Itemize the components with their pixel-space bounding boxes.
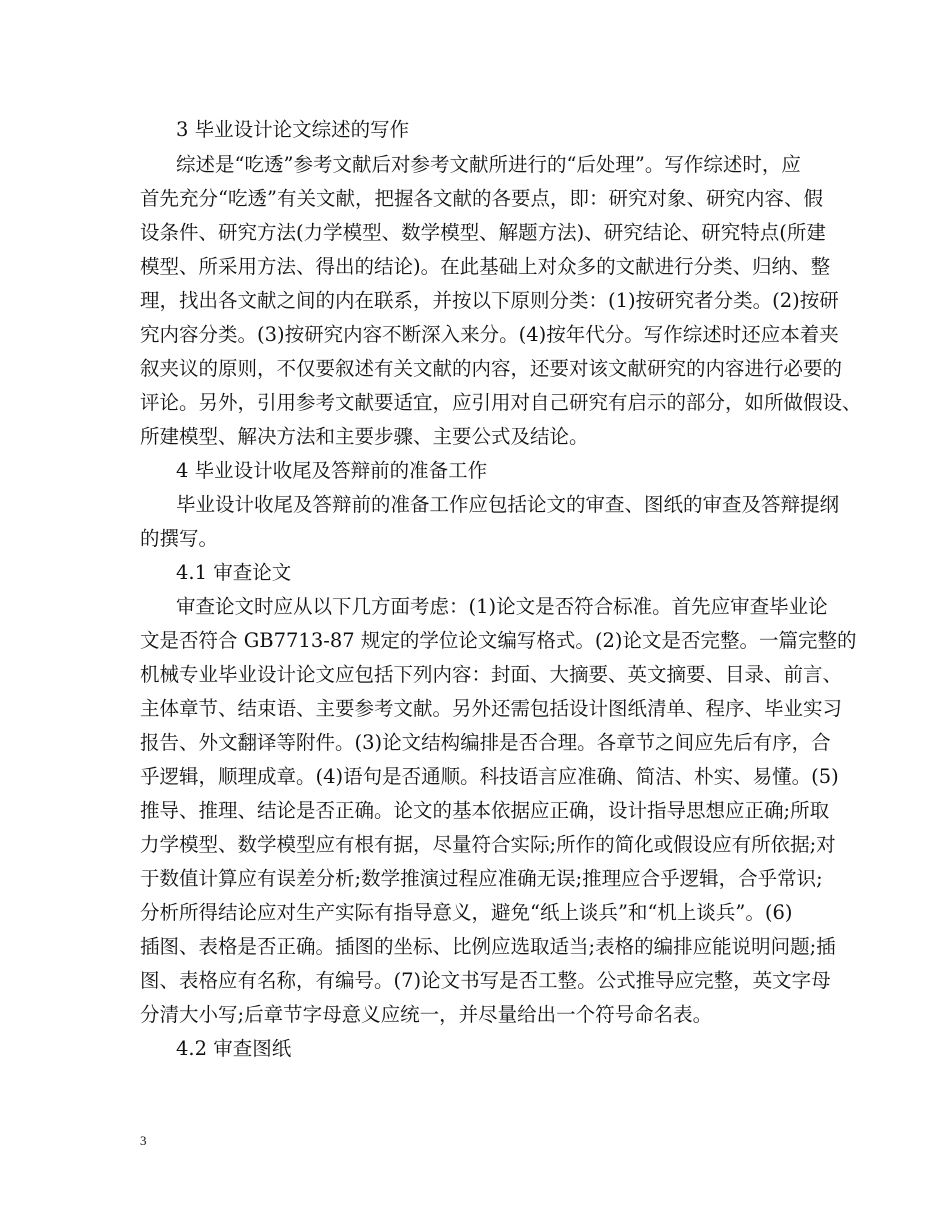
paragraph-line: 设条件、研究方法(力学模型、数学模型、解题方法)、研究结论、研究特点(所建 <box>140 221 826 244</box>
paragraph-line: 叙夹议的原则，不仅要叙述有关文献的内容，还要对该文献研究的内容进行必要的 <box>140 357 843 380</box>
paragraph-line: 首先充分“吃透”有关文献，把握各文献的各要点，即：研究对象、研究内容、假 <box>140 187 823 210</box>
paragraph-line: 评论。另外，引用参考文献要适宜，应引用对自己研究有启示的部分，如所做假设、 <box>140 391 862 414</box>
paragraph-line: 分清大小写;后章节字母意义应统一，并尽量给出一个符号命名表。 <box>140 1003 713 1026</box>
paragraph-line: 报告、外文翻译等附件。(3)论文结构编排是否合理。各章节之间应先后有序，合 <box>140 731 831 754</box>
heading-4-1: 4.1 审查论文 <box>176 561 292 584</box>
paragraph-line: 于数值计算应有误差分析;数学推演过程应准确无误;推理应合乎逻辑，合乎常识; <box>140 867 823 890</box>
paragraph-line: 文是否符合 GB7713-87 规定的学位论文编写格式。(2)论文是否完整。一篇完整的 <box>140 629 857 652</box>
paragraph-line: 审查论文时应从以下几方面考虑：(1)论文是否符合标准。首先应审查毕业论 <box>176 595 828 618</box>
page-number: 3 <box>140 1133 147 1148</box>
paragraph-line: 毕业设计收尾及答辩前的准备工作应包括论文的审查、图纸的审查及答辩提纲 <box>176 493 840 516</box>
paragraph-line: 乎逻辑，顺理成章。(4)语句是否通顺。科技语言应准确、简洁、朴实、易懂。(5) <box>140 765 839 788</box>
paragraph-line: 理，找出各文献之间的内在联系，并按以下原则分类：(1)按研究者分类。(2)按研 <box>140 289 839 312</box>
heading-4-2: 4.2 审查图纸 <box>176 1037 292 1060</box>
paragraph-line: 分析所得结论应对生产实际有指导意义，避免“纸上谈兵”和“机上谈兵”。(6) <box>140 901 793 924</box>
paragraph-line: 综述是“吃透”参考文献后对参考文献所进行的“后处理”。写作综述时，应 <box>176 153 801 176</box>
paragraph-line: 插图、表格是否正确。插图的坐标、比例应选取适当;表格的编排应能说明问题;插 <box>140 935 836 958</box>
paragraph-line: 究内容分类。(3)按研究内容不断深入来分。(4)按年代分。写作综述时还应本着夹 <box>140 323 839 346</box>
paragraph-line: 推导、推理、结论是否正确。论文的基本依据应正确，设计指导思想应正确;所取 <box>140 799 830 822</box>
paragraph-line: 主体章节、结束语、主要参考文献。另外还需包括设计图纸清单、程序、毕业实习 <box>140 697 843 720</box>
paragraph-line: 所建模型、解决方法和主要步骤、主要公式及结论。 <box>140 425 589 448</box>
heading-4: 4 毕业设计收尾及答辩前的准备工作 <box>176 459 488 482</box>
paragraph-line: 机械专业毕业设计论文应包括下列内容：封面、大摘要、英文摘要、目录、前言、 <box>140 663 843 686</box>
paragraph-line: 图、表格应有名称，有编号。(7)论文书写是否工整。公式推导应完整，英文字母 <box>140 969 831 992</box>
paragraph-line: 模型、所采用方法、得出的结论)。在此基础上对众多的文献进行分类、归纳、整 <box>140 255 831 278</box>
heading-3: 3 毕业设计论文综述的写作 <box>176 118 410 141</box>
paragraph-line: 的撰写。 <box>140 527 219 550</box>
paragraph-line: 力学模型、数学模型应有根有据，尽量符合实际;所作的简化或假设应有所依据;对 <box>140 833 836 856</box>
